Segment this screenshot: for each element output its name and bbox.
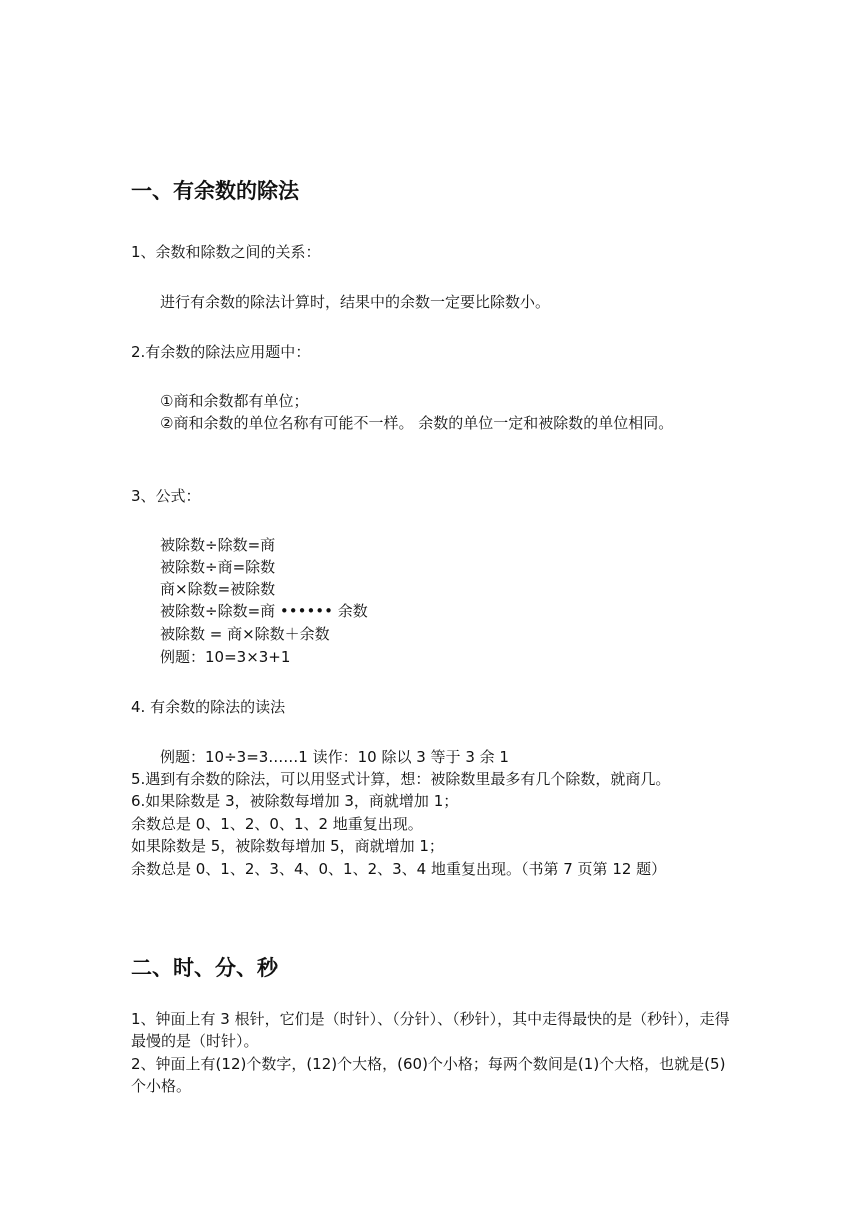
formula-example: 例题：10=3×3+1 [160, 648, 291, 666]
formula-line: 被除数÷除数=商 [160, 536, 276, 554]
section1-title: 一、有余数的除法 [131, 179, 299, 203]
item6-line-3: 如果除数是 5，被除数每增加 5，商就增加 1； [131, 837, 444, 855]
formula-line: 商×除数=被除数 [160, 580, 276, 598]
item1-body: 进行有余数的除法计算时，结果中的余数一定要比除数小。 [160, 293, 551, 311]
item2-point-2: ②商和余数的单位名称有可能不一样。 余数的单位一定和被除数的单位相同。 [160, 414, 674, 432]
formula-line: 被除数÷商=除数 [160, 558, 276, 576]
item6-line-4: 余数总是 0、1、2、3、4、0、1、2、3、4 地重复出现。（书第 7 页第 12 题） [131, 860, 667, 878]
formula-line: 被除数 = 商×除数＋余数 [160, 625, 330, 643]
section2-title: 二、时、分、秒 [131, 956, 278, 980]
item4-heading: 4. 有余数的除法的读法 [131, 698, 286, 716]
formula-line: 被除数÷除数=商 •••••• 余数 [160, 602, 368, 620]
item3-heading: 3、公式： [131, 487, 201, 505]
item2-point-1: ①商和余数都有单位； [160, 392, 309, 410]
section2-item2: 2、钟面上有(12)个数字，(12)个大格，(60)个小格；每两个数间是(1)个大格，也就是(5)个小格。 [131, 1055, 726, 1095]
item4-example: 例题：10÷3=3……1 读作：10 除以 3 等于 3 余 1 [160, 748, 509, 766]
item2-heading: 2.有余数的除法应用题中： [131, 343, 311, 361]
item1-heading: 1、余数和除数之间的关系： [131, 243, 321, 261]
item6-line-1: 6.如果除数是 3，被除数每增加 3，商就增加 1； [131, 792, 459, 810]
section2-item1: 1、钟面上有 3 根针，它们是（时针）、（分针）、（秒针），其中走得最快的是（秒针），走得最慢的是（时针）。 [131, 1010, 730, 1050]
item6-line-2: 余数总是 0、1、2、0、1、2 地重复出现。 [131, 815, 423, 833]
item5-text: 5.遇到有余数的除法，可以用竖式计算，想：被除数里最多有几个除数，就商几。 [131, 770, 671, 788]
